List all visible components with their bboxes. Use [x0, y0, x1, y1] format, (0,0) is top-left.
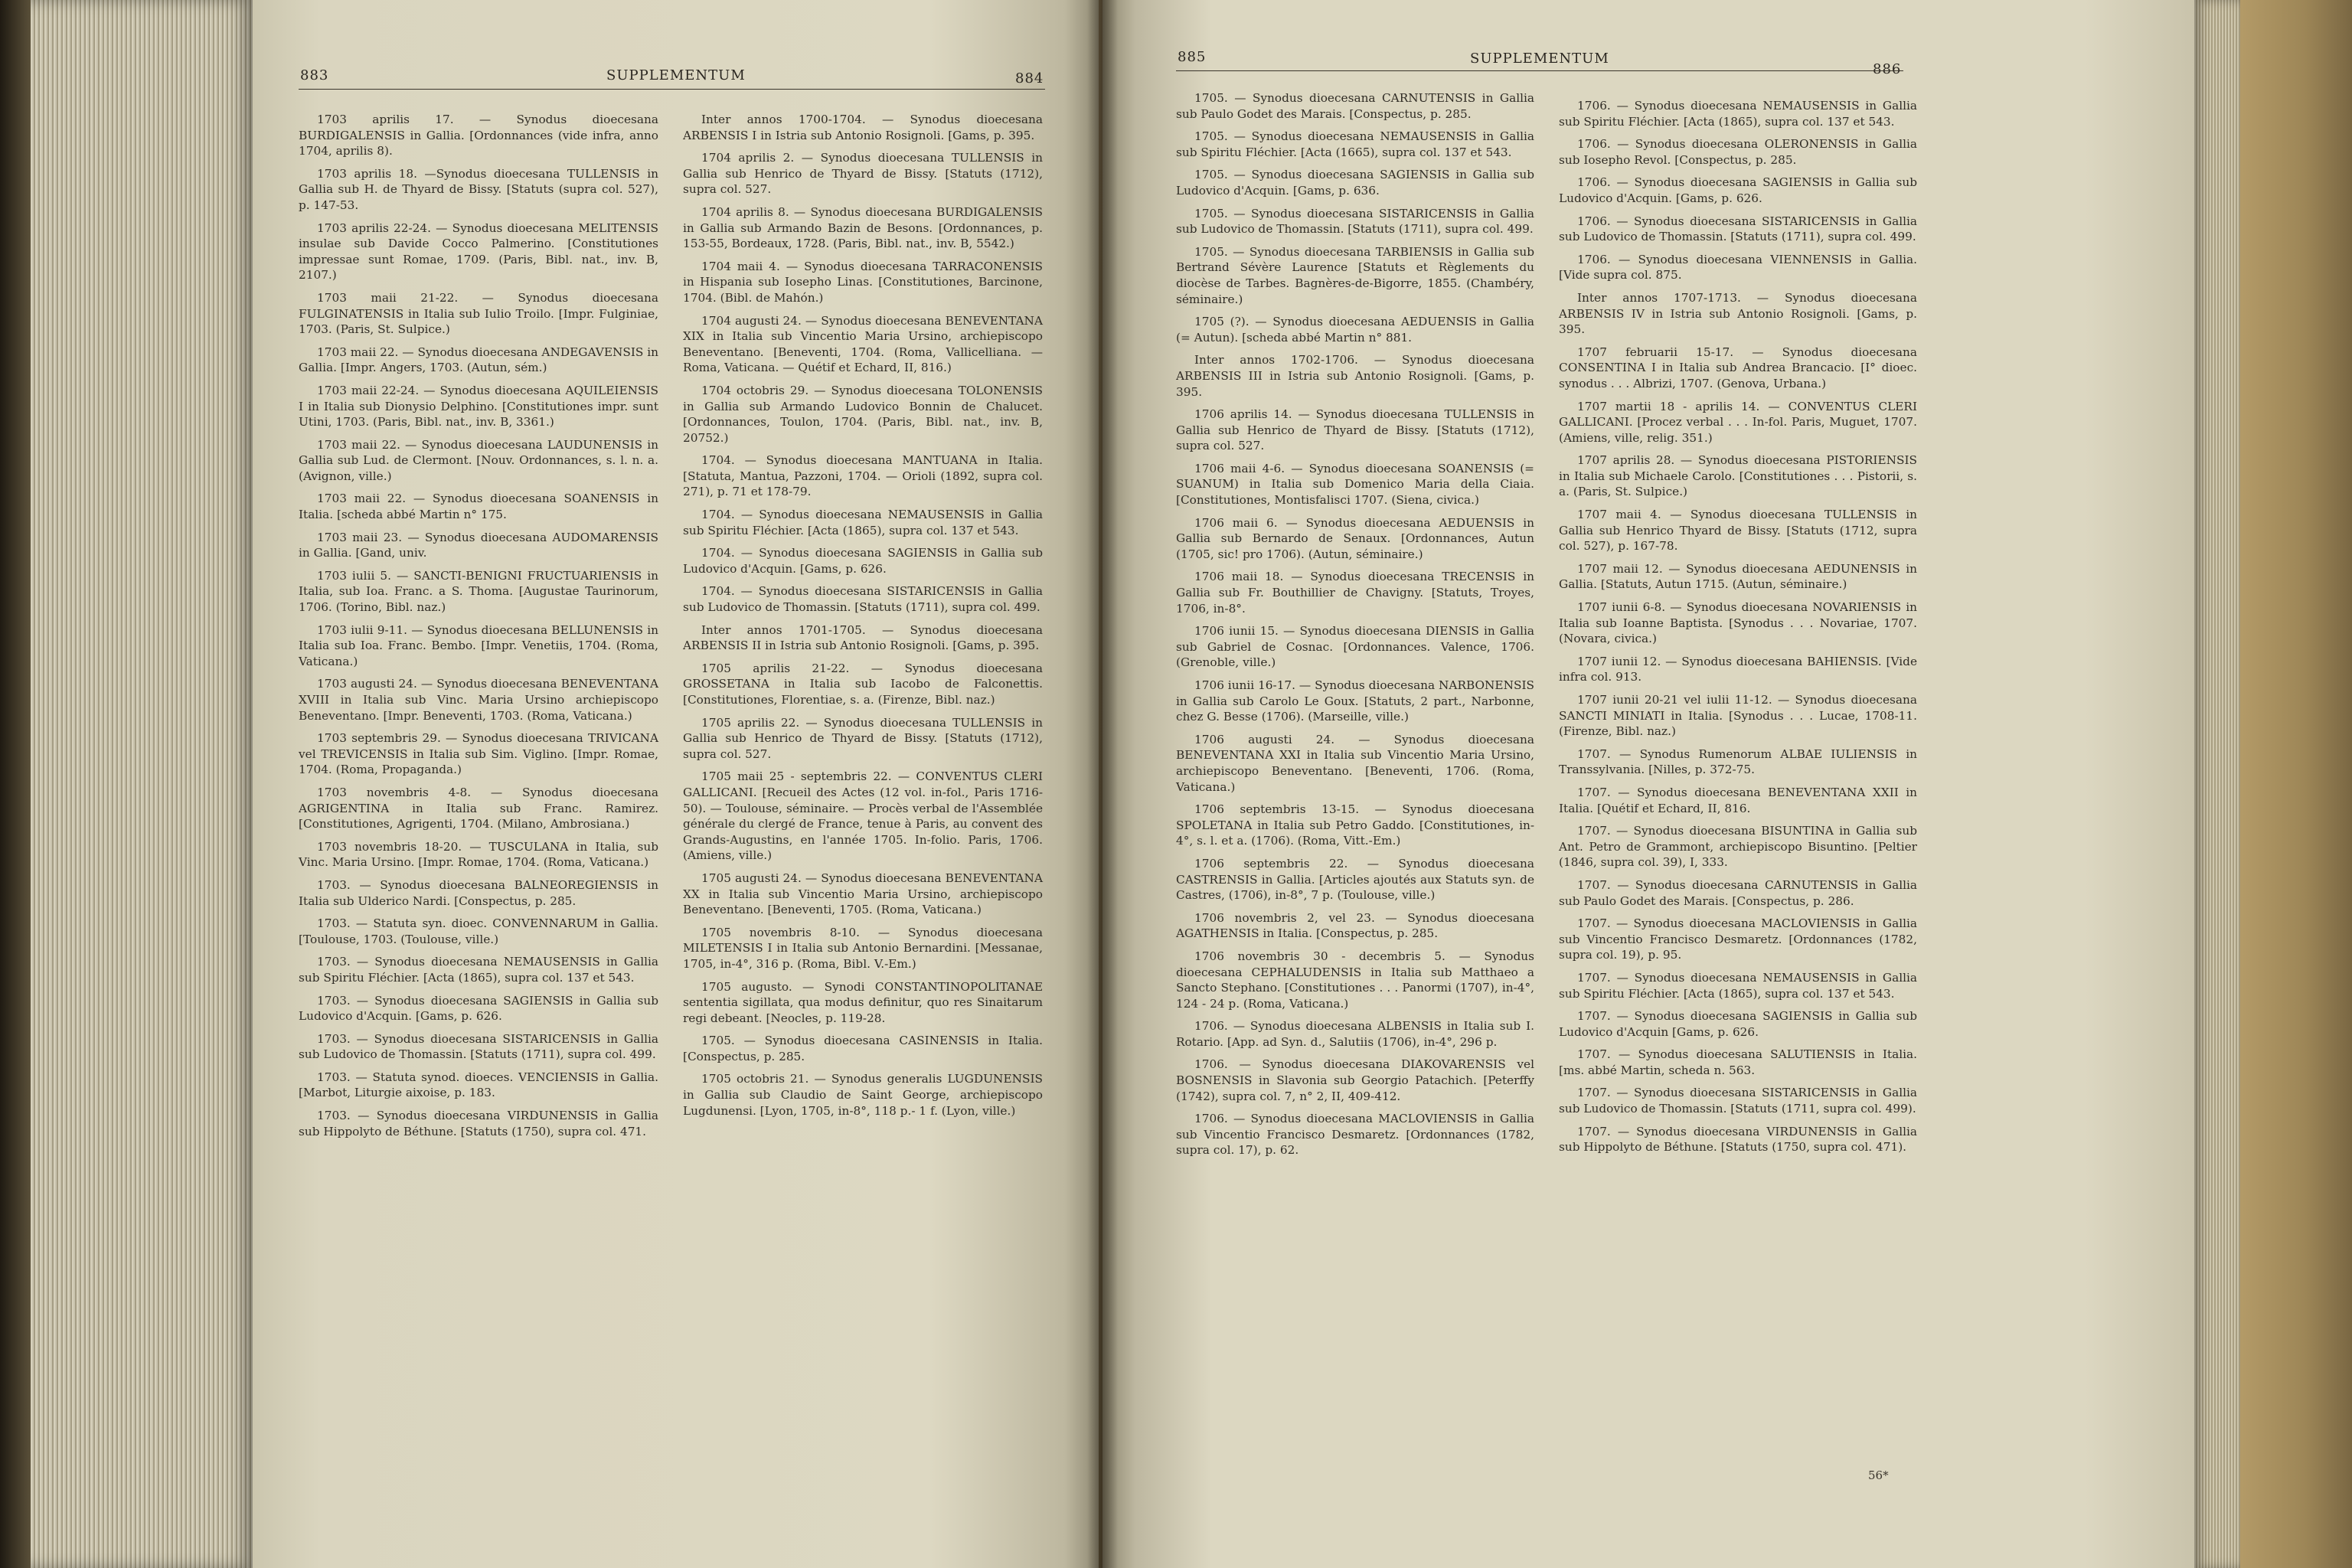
entry-885-1: 1705. — Synodus dioecesana CARNUTENSIS in Gallia sub Paulo Godet des Marais. [Conspectus, p. 285. — [1176, 91, 1534, 121]
entry-885-8: 1706 aprilis 14. — Synodus dioecesana TULLENSIS in Gallia sub Henrico de Thyard de Bissy. [Statuts (1712), supra col. 527. — [1176, 407, 1534, 453]
entry-885-18: 1706 novembris 30 - decembris 5. — Synodus dioecesana CEPHALUDENSIS in Italia sub Matthaeo a Sancto Stephano. [Constitutiones . . . Panormi (1707), in-4°, 124 - 24 p. (Roma, Vaticana.) — [1176, 949, 1534, 1011]
entry-883-2: 1703 aprilis 18. —Synodus dioecesana TULLENSIS in Gallia sub H. de Thyard de Bissy. [Statuts (supra col. 527), p. 147-53. — [299, 166, 658, 212]
entry-886-7: 1707 februarii 15-17. — Synodus dioecesana CONSENTINA I in Italia sub Andrea Brancacio. [I° dioec. synodus . . . Albrizi, 1707. (Genova, Urbana.) — [1559, 345, 1917, 390]
entry-884-16: 1705 novembris 8-10. — Synodus dioecesana MILETENSIS I in Italia sub Antonio Bernardini. [Messanae, 1705, in-4°, 316 p. (Roma, Bibl. V.-Em.) — [683, 925, 1043, 971]
entry-884-1: Inter annos 1700-1704. — Synodus dioecesana ARBENSIS I in Istria sub Antonio Rosignoli. [Gams, p. 395. — [683, 113, 1043, 142]
entry-883-10: 1703 iulii 5. — SANCTI-BENIGNI FRUCTUARIENSIS in Italia, sub Ioa. Franc. a S. Thoma. [Augustae Taurinorum, 1706. (Torino, Bibl. naz.) — [299, 568, 658, 615]
entry-883-1: 1703 aprilis 17. — Synodus dioecesana BURDIGALENSIS in Gallia. [Ordonnances (vide infra, anno 1704, aprilis 8). — [299, 113, 658, 158]
entry-883-21: 1703. — Statuta synod. dioeces. VENCIENSIS in Gallia. [Marbot, Liturgie aixoise, p. 183. — [299, 1070, 658, 1100]
entry-886-10: 1707 maii 4. — Synodus dioecesana TULLENSIS in Gallia sub Henrico Thyard de Bissy. [Statuts (1712, supra col. 527), p. 167-78. — [1559, 508, 1917, 554]
entry-886-14: 1707 iunii 20-21 vel iulii 11-12. — Synodus dioecesana SANCTI MINIATI in Italia. [Synodus . . . Lucae, 1708-11. (Firenze, Bibl. naz.) — [1559, 693, 1917, 739]
entry-884-19: 1705 octobris 21. — Synodus generalis LUGDUNENSIS in Gallia sub Claudio de Saint George, archiepiscopo Lugdunensi. [Lyon, 1705, in-8°, 118 p.- 1 f. (Lyon, ville.) — [683, 1072, 1043, 1118]
column-884 — [683, 112, 1043, 1125]
entry-885-19: 1706. — Synodus dioecesana ALBENSIS in Italia sub I. Rotario. [App. ad Syn. d., Salutiis (1706), in-4°, 296 p. — [1176, 1019, 1534, 1049]
entry-883-17: 1703. — Statuta syn. dioec. CONVENNARUM in Gallia. [Toulouse, 1703. (Toulouse, ville.) — [299, 916, 658, 946]
entry-885-2: 1705. — Synodus dioecesana NEMAUSENSIS in Gallia sub Spiritu Fléchier. [Acta (1665), supra col. 137 et 543. — [1176, 129, 1534, 159]
entry-885-17: 1706 novembris 2, vel 23. — Synodus dioecesana AGATHENSIS in Italia. [Conspectus, p. 285. — [1176, 910, 1534, 941]
entry-884-3: 1704 aprilis 8. — Synodus dioecesana BURDIGALENSIS in Gallia sub Armando Bazin de Besons. [Ordonnances, p. 153-55, Bordeaux, 1728. (Paris, Bibl. nat., inv. B, 5542.) — [683, 204, 1043, 251]
entry-886-20: 1707. — Synodus dioecesana NEMAUSENSIS in Gallia sub Spiritu Fléchier. [Acta (1865), supra col. 137 et 543. — [1559, 970, 1917, 1001]
entry-884-10: 1704. — Synodus dioecesana SISTARICENSIS in Gallia sub Ludovico de Thomassin. [Statuts (1711), supra col. 499. — [683, 584, 1043, 615]
entry-885-5: 1705. — Synodus dioecesana TARBIENSIS in Gallia sub Bertrand Sévère Laurence [Statuts et Règlements du diocèse de Tarbes. Bagnères-de-Bigorre, 1855. (Chambéry, séminaire.) — [1176, 244, 1534, 306]
entry-884-18: 1705. — Synodus dioecesana CASINENSIS in Italia. [Conspectus, p. 285. — [683, 1034, 1043, 1063]
column-886 — [1559, 98, 1917, 1162]
entry-886-11: 1707 maii 12. — Synodus dioecesana AEDUNENSIS in Gallia. [Statuts, Autun 1715. (Autun, séminaire.) — [1559, 561, 1917, 592]
entry-885-14: 1706 augusti 24. — Synodus dioecesana BENEVENTANA XXI in Italia sub Vincentio Maria Ursino, archiepiscopo Beneventano. [Beneventi, 1706. (Roma, Vaticana.) — [1176, 732, 1534, 794]
gutter-shadow — [1087, 0, 1118, 1568]
right-page-edges — [2194, 0, 2240, 1568]
column-885 — [1176, 90, 1534, 1165]
entry-886-6: Inter annos 1707-1713. — Synodus dioecesana ARBENSIS IV in Istria sub Antonio Rosignoli. [Gams, p. 395. — [1559, 290, 1917, 337]
running-head-right: SUPPLEMENTUM — [1470, 51, 1609, 67]
entry-885-7: Inter annos 1702-1706. — Synodus dioecesana ARBENSIS III in Istria sub Antonio Rosignoli. [Gams, p. 395. — [1176, 353, 1534, 399]
entry-883-9: 1703 maii 23. — Synodus dioecesana AUDOMARENSIS in Gallia. [Gand, univ. — [299, 530, 658, 560]
entry-883-5: 1703 maii 22. — Synodus dioecesana ANDEGAVENSIS in Gallia. [Impr. Angers, 1703. (Autun, sém.) — [299, 345, 658, 375]
entry-884-11: Inter annos 1701-1705. — Synodus dioecesana ARBENSIS II in Istria sub Antonio Rosignoli. [Gams, p. 395. — [683, 622, 1043, 653]
entry-886-9: 1707 aprilis 28. — Synodus dioecesana PISTORIENSIS in Italia sub Michaele Carolo. [Constitutiones . . . Pistorii, s. a. (Paris, St. Sulpice.) — [1559, 453, 1917, 499]
entry-884-7: 1704. — Synodus dioecesana MANTUANA in Italia. [Statuta, Mantua, Pazzoni, 1704. — Orioli (1892, supra col. 271), p. 71 et 178-79. — [683, 453, 1043, 499]
page-number-883: 883 — [300, 67, 329, 83]
entry-884-2: 1704 aprilis 2. — Synodus dioecesana TULLENSIS in Gallia sub Henrico de Thyard de Bissy. [Statuts (1712), supra col. 527. — [683, 151, 1043, 197]
entry-883-11: 1703 iulii 9-11. — Synodus dioecesana BELLUNENSIS in Italia sub Ioa. Franc. Bembo. [Impr. Venetiis, 1704. (Roma, Vaticana.) — [299, 622, 658, 668]
entry-883-13: 1703 septembris 29. — Synodus dioecesana TRIVICANA vel TREVICENSIS in Italia sub Sim. Viglino. [Impr. Romae, 1704. (Roma, Propaganda.) — [299, 731, 658, 777]
entry-886-3: 1706. — Synodus dioecesana SAGIENSIS in Gallia sub Ludovico d'Acquin. [Gams, p. 626. — [1559, 175, 1917, 205]
entry-884-15: 1705 augusti 24. — Synodus dioecesana BENEVENTANA XX in Italia sub Vincentio Maria Ursino, archiepiscopo Beneventano. [Beneventi, 1705. (Roma, Vaticana.) — [683, 871, 1043, 917]
header-rule-left — [299, 89, 1045, 90]
entry-885-9: 1706 maii 4-6. — Synodus dioecesana SOANENSIS (= SUANUM) in Italia sub Domenico Maria della Ciaia. [Constitutiones, Montisfalisci 1707. (Siena, civica.) — [1176, 461, 1534, 508]
entry-884-14: 1705 maii 25 - septembris 22. — CONVENTUS CLERI GALLICANI. [Recueil des Actes (12 vol. in-fol., Paris 1716-50). — Toulouse, séminaire. — Procès verbal de l'Assemblée générale du clergé de France, tenue à Paris, au convent des Grands-Augustins, en l'année 1705. In-folio. Paris, 1706. (Amiens, ville.) — [683, 769, 1043, 863]
entry-886-21: 1707. — Synodus dioecesana SAGIENSIS in Gallia sub Ludovico d'Acquin [Gams, p. 626. — [1559, 1009, 1917, 1039]
page-number-886: 886 — [1873, 61, 1902, 77]
running-head-left: SUPPLEMENTUM — [606, 67, 746, 83]
entry-883-7: 1703 maii 22. — Synodus dioecesana LAUDUNENSIS in Gallia sub Lud. de Clermont. [Nouv. Ordonnances, s. l. n. a. (Avignon, ville.) — [299, 437, 658, 483]
entry-886-24: 1707. — Synodus dioecesana VIRDUNENSIS in Gallia sub Hippolyto de Béthune. [Statuts (1750, supra col. 471). — [1559, 1124, 1917, 1155]
entry-886-18: 1707. — Synodus dioecesana CARNUTENSIS in Gallia sub Paulo Godet des Marais. [Conspectus, p. 286. — [1559, 877, 1917, 908]
entry-884-9: 1704. — Synodus dioecesana SAGIENSIS in Gallia sub Ludovico d'Acquin. [Gams, p. 626. — [683, 546, 1043, 576]
entry-885-3: 1705. — Synodus dioecesana SAGIENSIS in Gallia sub Ludovico d'Acquin. [Gams, p. 636. — [1176, 168, 1534, 198]
entry-883-19: 1703. — Synodus dioecesana SAGIENSIS in Gallia sub Ludovico d'Acquin. [Gams, p. 626. — [299, 993, 658, 1024]
entry-883-14: 1703 novembris 4-8. — Synodus dioecesana AGRIGENTINA in Italia sub Franc. Ramirez. [Constitutiones, Agrigenti, 1704. (Milano, Ambrosiana.) — [299, 785, 658, 831]
entry-886-1: 1706. — Synodus dioecesana NEMAUSENSIS in Gallia sub Spiritu Fléchier. [Acta (1865), supra col. 137 et 543. — [1559, 99, 1917, 129]
entry-885-13: 1706 iunii 16-17. — Synodus dioecesana NARBONENSIS in Gallia sub Carolo Le Goux. [Statuts, 2 part., Narbonne, chez G. Besse (1706). (Marseille, ville.) — [1176, 678, 1534, 724]
left-shadow — [0, 0, 31, 1568]
entry-885-12: 1706 iunii 15. — Synodus dioecesana DIENSIS in Gallia sub Gabriel de Cosnac. [Ordonnances. Valence, 1706. (Grenoble, ville.) — [1176, 624, 1534, 670]
entry-886-5: 1706. — Synodus dioecesana VIENNENSIS in Gallia. [Vide supra col. 875. — [1559, 252, 1917, 283]
entry-885-10: 1706 maii 6. — Synodus dioecesana AEDUENSIS in Gallia sub Bernardo de Senaux. [Ordonnances, Autun (1705, sic! pro 1706). (Autun, séminaire.) — [1176, 515, 1534, 561]
left-page — [253, 0, 1099, 1568]
entry-884-8: 1704. — Synodus dioecesana NEMAUSENSIS in Gallia sub Spiritu Fléchier. [Acta (1865), supra col. 137 et 543. — [683, 508, 1043, 537]
signature-mark: 56* — [1868, 1468, 1889, 1482]
entry-883-20: 1703. — Synodus dioecesana SISTARICENSIS in Gallia sub Ludovico de Thomassin. [Statuts (1711), supra col. 499. — [299, 1031, 658, 1062]
entry-885-11: 1706 maii 18. — Synodus dioecesana TRECENSIS in Gallia sub Fr. Bouthillier de Chavigny. [Statuts, Troyes, 1706, in-8°. — [1176, 570, 1534, 616]
entry-886-16: 1707. — Synodus dioecesana BENEVENTANA XXII in Italia. [Quétif et Echard, II, 816. — [1559, 785, 1917, 815]
entry-883-12: 1703 augusti 24. — Synodus dioecesana BENEVENTANA XVIII in Italia sub Vinc. Maria Ursino archiepiscopo Beneventano. [Impr. Beneventi, 1703. (Roma, Vaticana.) — [299, 677, 658, 723]
left-page-edges — [0, 0, 253, 1568]
entry-886-17: 1707. — Synodus dioecesana BISUNTINA in Gallia sub Ant. Petro de Grammont, archiepiscopo Bisuntino. [Peltier (1846, supra col. 39), I, 333. — [1559, 824, 1917, 870]
entry-883-16: 1703. — Synodus dioecesana BALNEOREGIENSIS in Italia sub Ulderico Nardi. [Conspectus, p. 285. — [299, 877, 658, 908]
entry-885-20: 1706. — Synodus dioecesana DIAKOVARENSIS vel BOSNENSIS in Slavonia sub Georgio Patachich. [Peterffy (1742), supra col. 7, n° 2, II, 409-412. — [1176, 1057, 1534, 1103]
entry-886-19: 1707. — Synodus dioecesana MACLOVIENSIS in Gallia sub Vincentio Francisco Desmaretz. [Ordonnances (1782, supra col. 19), p. 95. — [1559, 916, 1917, 962]
entry-886-2: 1706. — Synodus dioecesana OLERONENSIS in Gallia sub Iosepho Revol. [Conspectus, p. 285. — [1559, 137, 1917, 167]
entry-885-16: 1706 septembris 22. — Synodus dioecesana CASTRENSIS in Gallia. [Articles ajoutés aux Statuts syn. de Castres, (1706), in-8°, 7 p. (Toulouse, ville.) — [1176, 856, 1534, 903]
entry-884-12: 1705 aprilis 21-22. — Synodus dioecesana GROSSETANA in Italia sub Iacobo de Falconettis. [Constitutiones, Florentiae, s. a. (Firenze, Bibl. naz.) — [683, 661, 1043, 707]
entry-884-6: 1704 octobris 29. — Synodus dioecesana TOLONENSIS in Gallia sub Armando Ludovico Bonnin de Chalucet. [Ordonnances, Toulon, 1704. (Paris, Bibl. nat., inv. B, 20752.) — [683, 383, 1043, 445]
entry-885-15: 1706 septembris 13-15. — Synodus dioecesana SPOLETANA in Italia sub Petro Gaddo. [Constitutiones, in-4°, s. l. et a. (1706). (Roma, Vitt.-Em.) — [1176, 802, 1534, 848]
entry-886-22: 1707. — Synodus dioecesana SALUTIENSIS in Italia. [ms. abbé Martin, scheda n. 563. — [1559, 1047, 1917, 1077]
entry-885-6: 1705 (?). — Synodus dioecesana AEDUENSIS in Gallia (= Autun). [scheda abbé Martin n° 881. — [1176, 315, 1534, 345]
page-number-884: 884 — [1015, 70, 1044, 87]
entry-883-15: 1703 novembris 18-20. — TUSCULANA in Italia, sub Vinc. Maria Ursino. [Impr. Romae, 1704. (Roma, Vaticana.) — [299, 839, 658, 870]
entry-884-13: 1705 aprilis 22. — Synodus dioecesana TULLENSIS in Gallia sub Henrico de Thyard de Bissy. [Statuts (1712), supra col. 527. — [683, 715, 1043, 761]
header-rule-right — [1176, 70, 1903, 71]
entry-883-18: 1703. — Synodus dioecesana NEMAUSENSIS in Gallia sub Spiritu Fléchier. [Acta (1865), supra col. 137 et 543. — [299, 955, 658, 985]
entry-883-6: 1703 maii 22-24. — Synodus dioecesana AQUILEIENSIS I in Italia sub Dionysio Delphino. [Constitutiones impr. sunt Utini, 1703. (Paris, Bibl. nat., inv. B, 3361.) — [299, 383, 658, 430]
entry-885-21: 1706. — Synodus dioecesana MACLOVIENSIS in Gallia sub Vincentio Francisco Desmaretz. [Ordonnances (1782, supra col. 17), p. 62. — [1176, 1112, 1534, 1158]
entry-886-12: 1707 iunii 6-8. — Synodus dioecesana NOVARIENSIS in Italia sub Ioanne Baptista. [Synodus . . . Novariae, 1707. (Novara, civica.) — [1559, 600, 1917, 646]
entry-884-17: 1705 augusto. — Synodi CONSTANTINOPOLITANAE sententia sigillata, qua modus definitur, quo res Sinaitarum regi debeant. [Neocles, p. 119-28. — [683, 979, 1043, 1025]
entry-886-13: 1707 iunii 12. — Synodus dioecesana BAHIENSIS. [Vide infra col. 913. — [1559, 654, 1917, 684]
entry-886-15: 1707. — Synodus Rumenorum ALBAE IULIENSIS in Transsylvania. [Nilles, p. 372-75. — [1559, 746, 1917, 777]
page-number-885: 885 — [1178, 49, 1207, 65]
entry-883-8: 1703 maii 22. — Synodus dioecesana SOANENSIS in Italia. [scheda abbé Martin n° 175. — [299, 492, 658, 522]
column-883 — [299, 112, 658, 1146]
entry-883-3: 1703 aprilis 22-24. — Synodus dioecesana MELITENSIS insulae sub Davide Cocco Palmerino. [Constitutiones impressae sunt Romae, 1709. (Paris, Bibl. nat., inv. B, 2107.) — [299, 220, 658, 283]
entry-884-5: 1704 augusti 24. — Synodus dioecesana BENEVENTANA XIX in Italia sub Vincentio Maria Ursino, archiepiscopo Beneventano. [Beneventi, 1704. (Roma, Vallicelliana. — Roma, Vaticana. — Quétif et Echard, II, 816.) — [683, 313, 1043, 375]
entry-886-23: 1707. — Synodus dioecesana SISTARICENSIS in Gallia sub Ludovico de Thomassin. [Statuts (1711, supra col. 499). — [1559, 1086, 1917, 1116]
entry-886-8: 1707 martii 18 - aprilis 14. — CONVENTUS CLERI GALLICANI. [Procez verbal . . . In-fol. Paris, Muguet, 1707. (Amiens, ville, relig. 351.) — [1559, 399, 1917, 445]
entry-884-4: 1704 maii 4. — Synodus dioecesana TARRACONENSIS in Hispania sub Iosepho Linas. [Constitutiones, Barcinone, 1704. (Bibl. de Mahón.) — [683, 259, 1043, 305]
entry-886-4: 1706. — Synodus dioecesana SISTARICENSIS in Gallia sub Ludovico de Thomassin. [Statuts (1711), supra col. 499. — [1559, 214, 1917, 244]
entry-883-22: 1703. — Synodus dioecesana VIRDUNENSIS in Gallia sub Hippolyto de Béthune. [Statuts (1750), supra col. 471. — [299, 1109, 658, 1138]
right-page — [1102, 0, 2194, 1568]
entry-883-4: 1703 maii 21-22. — Synodus dioecesana FULGINATENSIS in Italia sub Iulio Troilo. [Impr. Fulginiae, 1703. (Paris, St. Sulpice.) — [299, 290, 658, 337]
entry-885-4: 1705. — Synodus dioecesana SISTARICENSIS in Gallia sub Ludovico de Thomassin. [Statuts (1711), supra col. 499. — [1176, 206, 1534, 237]
